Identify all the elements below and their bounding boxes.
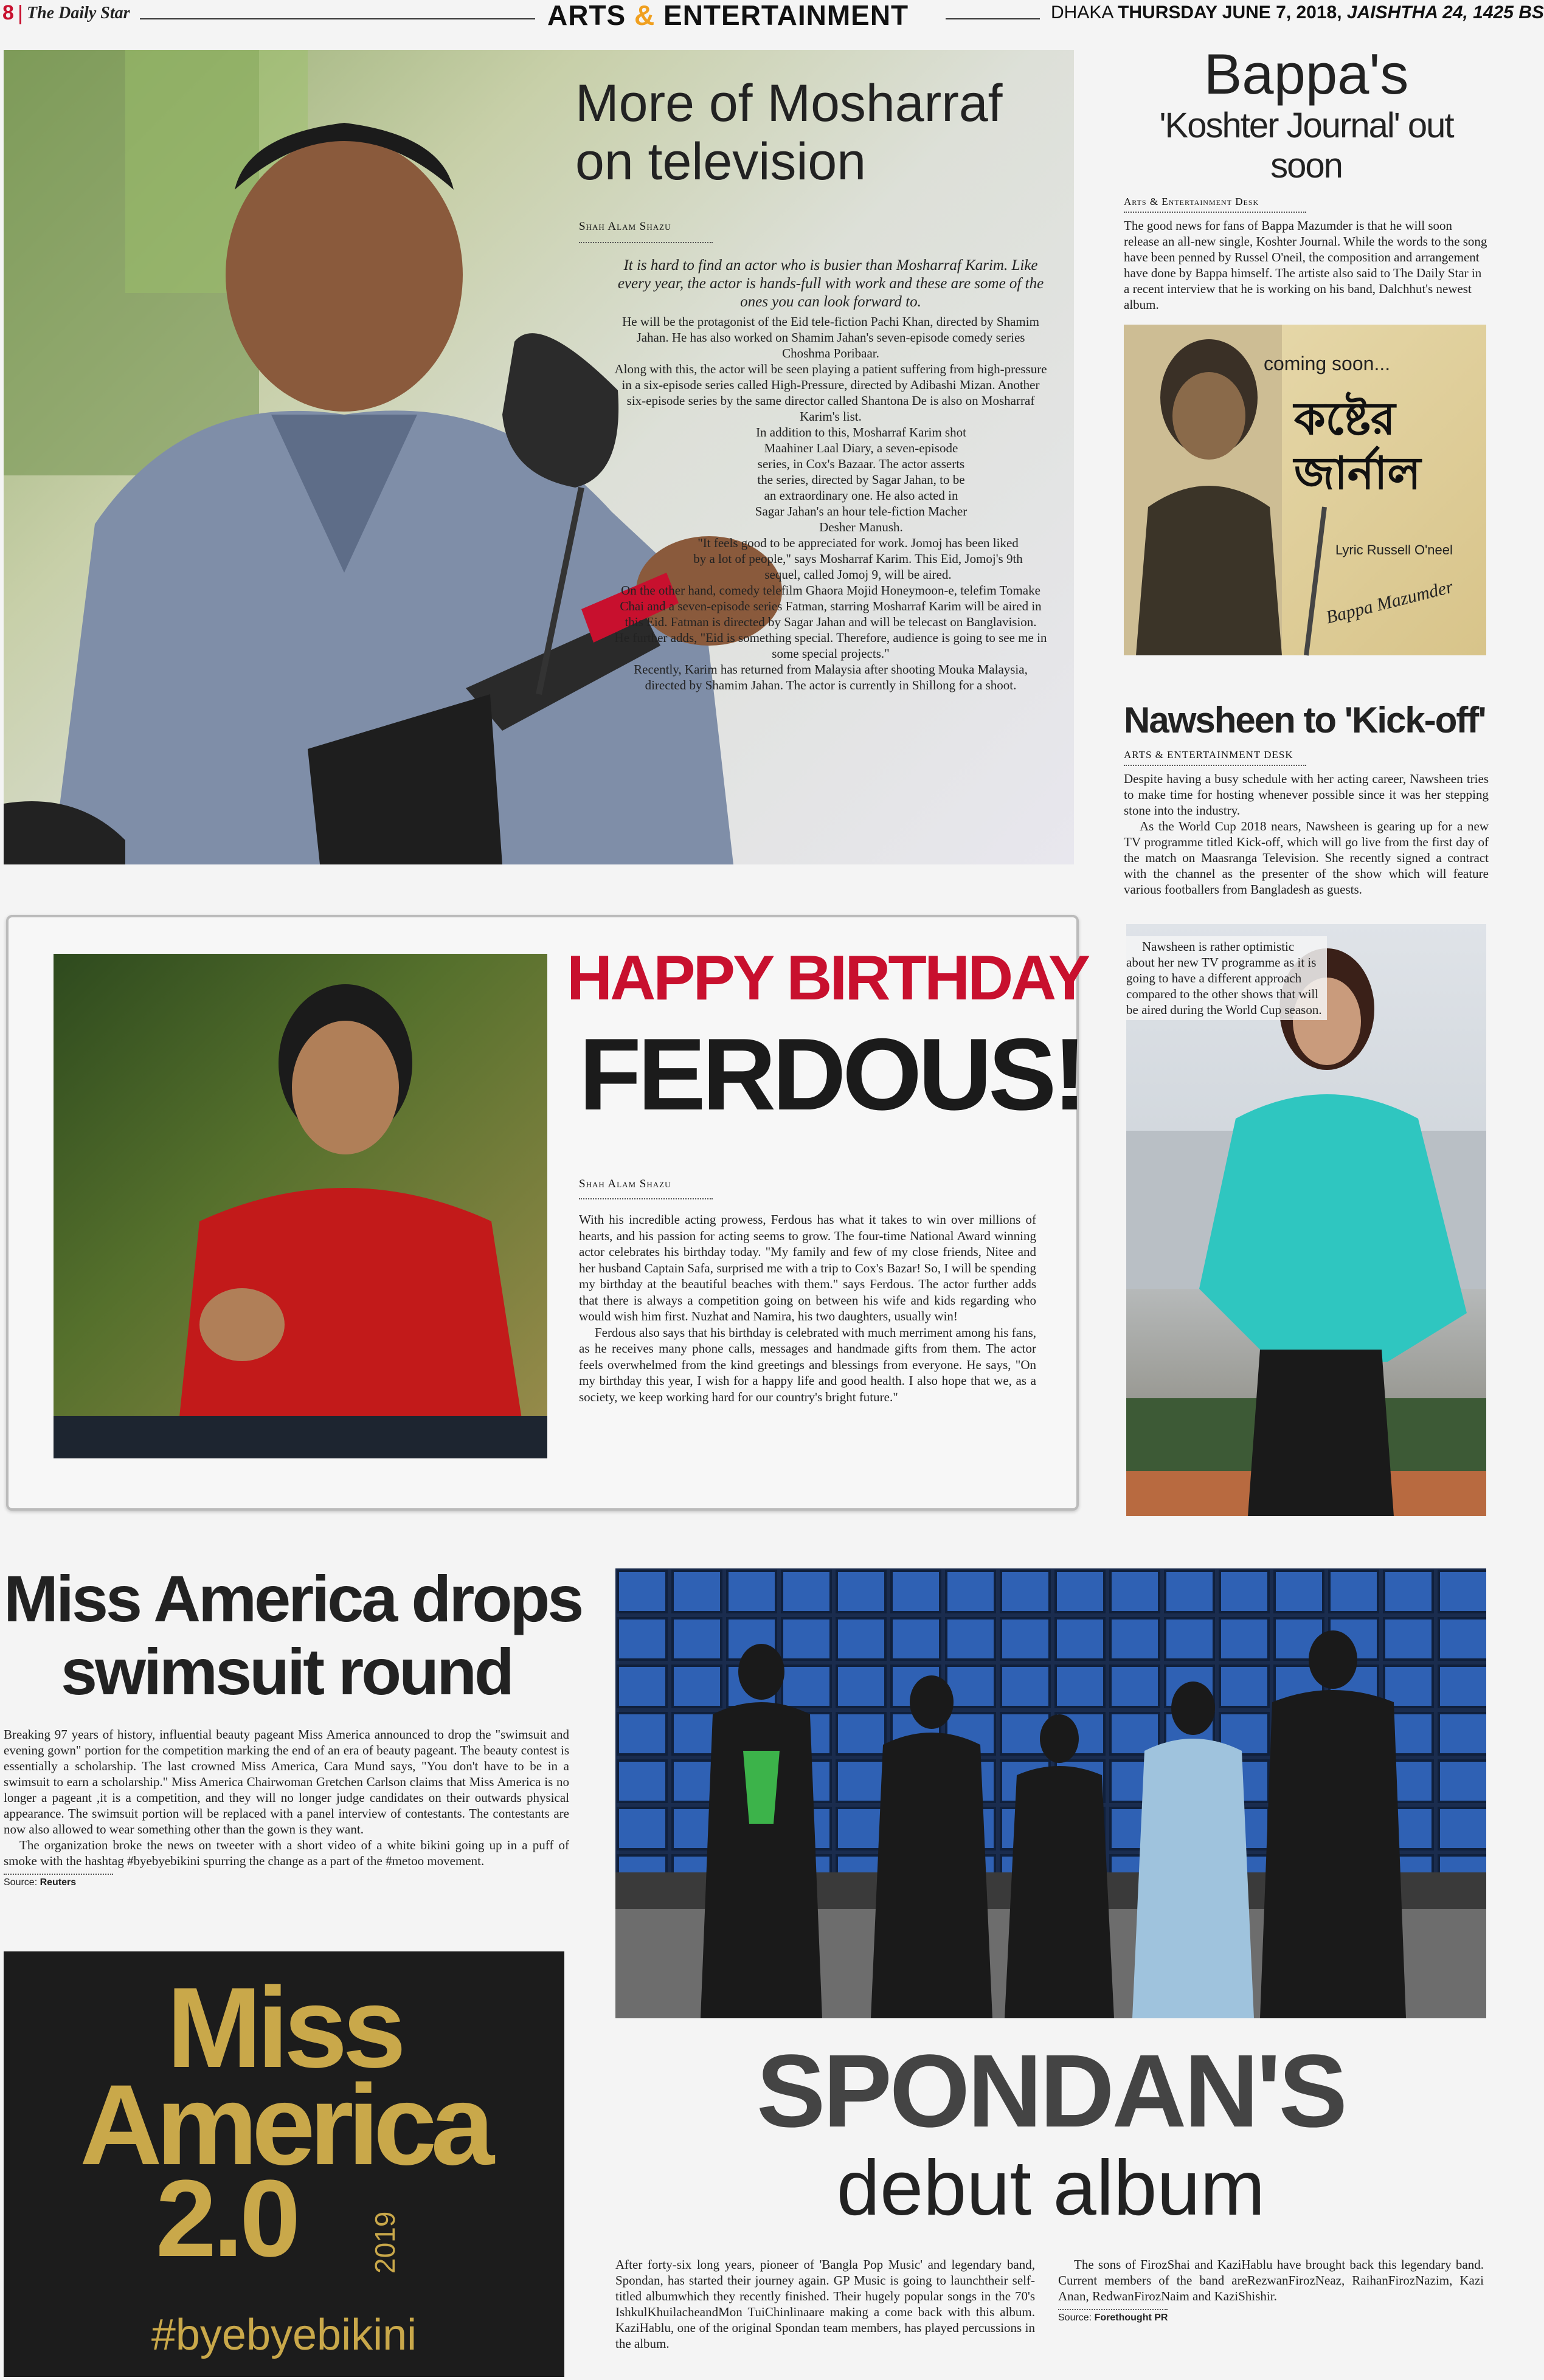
- page-number: 8: [2, 1, 14, 24]
- bappa-headline-line2: 'Koshter Journal' out soon: [1159, 106, 1453, 185]
- bappa-poster: [1124, 325, 1486, 655]
- spondan-source-label: Source:: [1058, 2313, 1092, 2323]
- logo-version: 2.0: [156, 2158, 297, 2280]
- miss-america-headline-line2: swimsuit round: [60, 1635, 513, 1708]
- mosharraf-para-6: He further adds, "Eid is something special. Therefore, audience is going to see me in some special projects.": [614, 630, 1047, 661]
- miss-america-source-label: Source:: [4, 1877, 38, 1888]
- dateline-bengali: JAISHTHA 24, 1425 BS: [1346, 2, 1544, 22]
- logo-hashtag: #byebyebikini: [151, 2311, 417, 2359]
- ferdous-illustration: [54, 954, 547, 1458]
- spondan-headline-line1: SPONDAN'S: [756, 2033, 1345, 2149]
- ferdous-byline-rule: [579, 1198, 713, 1199]
- ferdous-headline-line2: FERDOUS!: [579, 1017, 1084, 1131]
- mosharraf-para-3: In addition to this, Mosharraf Karim shot Maahiner Laal Diary, a seven-episode series, in Cox's Bazaar. The actor asserts the series, directed by Sagar Jahan, to be an extraordinary one. He also acted in Sagar Jahan's an hour tele-fiction Macher Desher Manush.: [755, 425, 968, 534]
- miss-america-source-name: Reuters: [40, 1877, 77, 1888]
- spondan-source: [1058, 2313, 1484, 2323]
- bappa-body: The good news for fans of Bappa Mazumder is that he will soon release an all-new single, Koshter Journal. While the words to the song have been penned by Russel O'neil, the composition and arrangement have done by Bappa himself. The artiste also said to The Daily Star in a recent interview that he is working on his band, Dalchhut's newest album.: [1124, 218, 1487, 312]
- spondan-source-rule: [1058, 2309, 1168, 2310]
- mosharraf-para-7: Recently, Karim has returned from Malaysia after shooting Mouka Malaysia, directed by Shamim Jahan. The actor is currently in Shillong for a shoot.: [634, 662, 1028, 692]
- ferdous-photo: [54, 954, 547, 1458]
- nawsheen-article: [1124, 699, 1489, 897]
- bappa-article: [1124, 43, 1489, 312]
- header-divider-icon: [19, 5, 21, 24]
- nawsheen-headline: Nawsheen to 'Kick-off': [1124, 700, 1486, 740]
- nawsheen-para-1: Despite having a busy schedule with her acting career, Nawsheen tries to make time for hosting whenever possible since it was her stepping stone into the industry.: [1124, 771, 1489, 818]
- mosharraf-para-2: Along with this, the actor will be seen playing a patient suffering from high-pressure in a six-episode series called High-Pressure, directed by Adibashi Mizan. Another six-episode series by the same director called Shantona De is also on Mosharraf Karim's list.: [614, 362, 1047, 424]
- logo-miss: Miss: [167, 1964, 401, 2091]
- bappa-byline-rule: [1124, 212, 1306, 213]
- spondan-illustration: [615, 1568, 1486, 2018]
- miss-america-article: [4, 1562, 582, 1888]
- mosharraf-intro: It is hard to find an actor who is busier than Mosharraf Karim. Like every year, the actor is hands-full with work and these are some of the ones you can look forward to.: [617, 257, 1044, 310]
- nawsheen-para-3: Nawsheen is rather optimistic about her new TV programme as it is going to have a different approach compared to the other shows that will be aired during the World Cup season.: [1126, 936, 1327, 1020]
- poster-title: কষ্টের জার্নাল: [1294, 393, 1421, 498]
- miss-america-headline-line1: Miss America drops: [4, 1562, 582, 1635]
- mosharraf-headline: [575, 74, 1074, 191]
- logo-america: America: [80, 2061, 488, 2189]
- miss-america-para-2: The organization broke the news on tweeter with a short video of a white bikini going up in a puff of smoke with the hashtag #byebyebikini spurring the change as a part of the #metoo movement.: [4, 1838, 569, 1868]
- section-title: [547, 0, 909, 32]
- header-rule-right: [946, 18, 1040, 19]
- ferdous-para-2: Ferdous also says that his birthday is celebrated with much merriment among his fans, as he receives many phone calls, messages and handmade gifts from them. The actor feels overwhelmed from the kind greetings and blessings from everyone. He says, "On my birthday this year, I wish for a happy life and good health. I also hope that we, as a society, we keep working hard for our country's bright future.": [579, 1325, 1036, 1404]
- dateline: [1051, 2, 1544, 23]
- ferdous-byline: Shah Alam Shazu: [579, 1178, 671, 1190]
- mosharraf-article: [612, 257, 1050, 693]
- miss-america-source: [4, 1877, 569, 1888]
- nawsheen-para-2: As the World Cup 2018 nears, Nawsheen is gearing up for a new TV programme titled Kick-off, which will go live from the first day of the match on Maasranga Television. She recently signed a contract with the channel as the presenter of the show which will feature various footballers from Bangladesh as guests.: [1124, 819, 1489, 897]
- mosharraf-para-5: On the other hand, comedy telefilm Ghaora Mojid Honeymoon-e, telefim Tomake Chai and a seven-episode series Fatman, starring Mosharraf Karim will be aired in this Eid. Fatman is directed by Sagar Jahan and will be telecast on Banglavision.: [620, 583, 1042, 629]
- section-title-amp: &: [634, 0, 656, 31]
- ferdous-para-1: With his incredible acting prowess, Ferdous has what it takes to win over millions of hearts, and his passion for acting seems to grow. The four-time National Award winning actor celebrates his birthday today. "My family and few of my close friends, Nitee and her husband Captain Safa, surprised me with a trip to Cox's Bazar! So, I will be spending my birthday at the beautiful beaches with them." says Ferdous. The actor further adds that there is always a competition going on between his wife and kids regarding who would wish him first. Nuzhat and Namira, his two daughters, usually win!: [579, 1212, 1036, 1323]
- mosharraf-byline-rule: [579, 242, 713, 243]
- mosharraf-para-1: He will be the protagonist of the Eid tele-fiction Pachi Khan, directed by Shamim Jahan. He has also worked on Shamim Jahan's seven-episode comedy series Choshma Poribaar.: [622, 314, 1039, 360]
- dateline-city: DHAKA: [1051, 2, 1113, 22]
- section-title-arts: ARTS: [547, 0, 626, 31]
- mosharraf-byline: Shah Alam Shazu: [579, 220, 671, 233]
- ferdous-box: [6, 915, 1089, 1511]
- spondan-source-name: Forethought PR: [1094, 2313, 1168, 2323]
- poster-signature: Bappa Mazumder: [1324, 576, 1455, 628]
- mosharraf-headline-line1: More of Mosharraf: [575, 74, 1003, 133]
- poster-lyric: Lyric Russell O'neel: [1335, 542, 1453, 557]
- mosharraf-para-4: "It feels good to be appreciated for work. Jomoj has been liked by a lot of people," says Mosharraf Karim. This Eid, Jomoj's 9th sequel, called Jomoj 9, will be aired.: [693, 536, 1023, 582]
- mosharraf-photo: [4, 50, 1074, 864]
- logo-year: 2019: [369, 2211, 401, 2274]
- page-header: [0, 0, 1544, 32]
- spondan-col-2-wrap: [1058, 2257, 1484, 2323]
- section-title-entertainment: ENTERTAINMENT: [663, 0, 909, 31]
- miss-america-logo-box: [4, 1951, 564, 2377]
- spondan-headline-line2: debut album: [836, 2145, 1265, 2232]
- spondan-photo: [615, 1568, 1486, 2018]
- dateline-day: THURSDAY JUNE 7, 2018,: [1118, 2, 1342, 22]
- spondan-article: [615, 2033, 1486, 2232]
- bappa-byline: Arts & Entertainment Desk: [1124, 196, 1259, 207]
- nawsheen-photo: [1126, 924, 1486, 1516]
- miss-america-para-1: Breaking 97 years of history, influential beauty pageant Miss America announced to drop the "swimsuit and evening gown" portion for the competition marking the end of an era of beauty pageant. The beauty contest is essentially a scholarship. The last crowned Miss America, Cara Mund says, "You don't have to be in a swimsuit to earn a scholarship." Miss America Chairwoman Gretchen Carlson claims that Miss America is no longer a pageant ,it is a competition, and they will no longer judge candidates on their outwards physical appearance. The swimsuit portion will be replaced with a panel interview of contestants. The contestants are now also allowed to wear something other than the gown is they want.: [4, 1727, 569, 1837]
- ferdous-article: [579, 1212, 1036, 1405]
- miss-america-source-rule: [4, 1874, 113, 1875]
- header-rule-left: [140, 18, 535, 19]
- poster-coming-soon: coming soon...: [1264, 353, 1391, 374]
- ferdous-headline-line1: HAPPY BIRTHDAY: [567, 943, 1089, 1013]
- bappa-headline-line1: Bappa's: [1203, 42, 1409, 106]
- masthead-logo: The Daily Star: [27, 4, 130, 22]
- spondan-col-1: After forty-six long years, pioneer of 'Bangla Pop Music' and legendary band, Spondan, has started their journey again. GP Music is going to launchtheir self-titled albumwhich they recently finished. Their hugely popular songs in the 70's IshkulKhuilacheandMon TuiChinlinaare making a come back with this album. KaziHablu, one of the original Spondan team members, has played percussions in the album.: [615, 2257, 1035, 2351]
- nawsheen-byline-rule: [1124, 765, 1306, 766]
- nawsheen-byline: ARTS & ENTERTAINMENT DESK: [1124, 749, 1293, 761]
- mosharraf-headline-line2: on television: [575, 133, 867, 191]
- spondan-col-2: The sons of FirozShai and KaziHablu have brought back this legendary band. Current members of the band areRezwanFirozNeaz, RaihanFirozNazim, Kazi Anan, RedwanFirozNaim and KaziShishir.: [1058, 2257, 1484, 2303]
